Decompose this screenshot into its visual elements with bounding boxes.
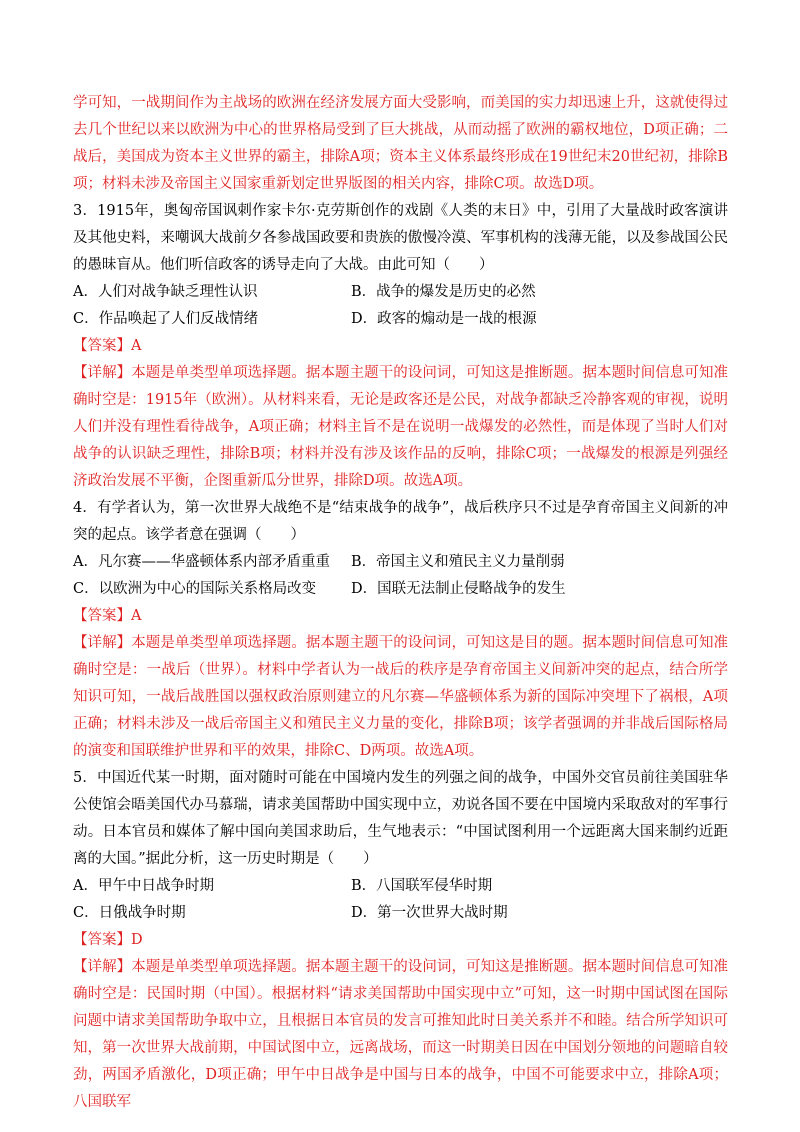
question-3-option-a: A．人们对战争缺乏理性认识 (73, 284, 258, 300)
question-3-stem: 3．1915年，奥匈帝国讽刺作家卡尔·克劳斯创作的戏剧《人类的末日》中，引用了大量战时政客演讲及其他史料，来嘲讽大战前夕各参战国政要和贵族的傲慢冷漠、军事机构的浅薄无能，以及参战国公民的愚昧盲从。他们听信政客的诱导走向了大战。由此可知（ ） (73, 203, 728, 273)
question-4-option-c: C．以欧洲为中心的国际关系格局改变 (73, 581, 317, 597)
page-content (73, 90, 728, 1116)
question-4-options-row-2 (73, 576, 728, 603)
question-4-option-a: A．凡尔赛——华盛顿体系内部矛盾重重 (73, 554, 330, 570)
question-4-explanation: 【详解】本题是单类型单项选择题。据本题主题干的设问词，可知这是目的题。据本题时间信息可知准确时空是：一战后（世界）。材料中学者认为一战后的秩序是孕育帝国主义间新冲突的起点，结合所学知识可知，一战后战胜国以强权政治原则建立的凡尔赛—华盛顿体系为新的国际冲突埋下了祸根，A项正确；材料未涉及一战后帝国主义和殖民主义力量的变化，排除B项；该学者强调的并非战后国际格局的演变和国联维护世界和平的效果，排除C、D两项。故选A项。 (73, 635, 728, 759)
question-5-options-row-1 (73, 873, 728, 900)
question-5-option-d: D．第一次世界大战时期 (351, 905, 508, 921)
question-3-options-row-2 (73, 306, 728, 333)
question-5 (73, 765, 728, 1116)
question-5-option-b: B．八国联军侵华时期 (351, 878, 493, 894)
question-4 (73, 495, 728, 765)
question-3-explanation: 【详解】本题是单类型单项选择题。据本题主题干的设问词，可知这是推断题。据本题时间信息可知准确时空是：1915年（欧洲）。从材料来看，无论是政客还是公民，对战争都缺乏冷静客观的审视，说明人们并没有理性看待战争，A项正确；材料主旨不是在说明一战爆发的必然性，而是体现了当时人们对战争的认识缺乏理性，排除B项；材料并没有涉及该作品的反响，排除C项；一战爆发的根源是列强经济政治发展不平衡，企图重新瓜分世界，排除D项。故选A项。 (73, 365, 728, 489)
question-3 (73, 198, 728, 495)
question-4-answer: 【答案】A (73, 608, 142, 624)
question-4-stem: 4．有学者认为，第一次世界大战绝不是“结束战争的战争”，战后秩序只不过是孕育帝国主义间新的冲突的起点。该学者意在强调（ ） (73, 500, 728, 543)
question-4-option-b: B．帝国主义和殖民主义力量削弱 (351, 554, 565, 570)
previous-answer-explanation: 学可知，一战期间作为主战场的欧洲在经济发展方面大受影响，而美国的实力却迅速上升，这就使得过去几个世纪以来以欧洲为中心的世界格局受到了巨大挑战，从而动摇了欧洲的霸权地位，D项正确；二战后，美国成为资本主义世界的霸主，排除A项；资本主义体系最终形成在19世纪末20世纪初，排除B项；材料未涉及帝国主义国家重新划定世界版图的相关内容，排除C项。故选D项。 (73, 95, 728, 192)
question-5-options-row-2 (73, 900, 728, 927)
question-3-option-d: D．政客的煽动是一战的根源 (351, 311, 537, 327)
question-4-options-row-1 (73, 549, 728, 576)
question-5-stem: 5．中国近代某一时期，面对随时可能在中国境内发生的列强之间的战争，中国外交官员前往美国驻华公使馆会晤美国代办马慕瑞，请求美国帮助中国实现中立，劝说各国不要在中国境内采取敌对的军事行动。日本官员和媒体了解中国向美国求助后，生气地表示：“中国试图利用一个远距离大国来制约近距离的大国。”据此分析，这一历史时期是（ ） (73, 770, 728, 867)
question-3-options-row-1 (73, 279, 728, 306)
question-5-option-c: C．日俄战争时期 (73, 905, 186, 921)
question-5-option-a: A．甲午中日战争时期 (73, 878, 214, 894)
question-3-answer: 【答案】A (73, 338, 142, 354)
question-3-option-b: B．战争的爆发是历史的必然 (351, 284, 536, 300)
question-5-answer: 【答案】D (73, 932, 143, 948)
question-3-option-c: C．作品唤起了人们反战情绪 (73, 311, 259, 327)
question-4-option-d: D．国联无法制止侵略战争的发生 (351, 581, 566, 597)
question-5-explanation: 【详解】本题是单类型单项选择题。据本题主题干的设问词，可知这是推断题。据本题时间信息可知准确时空是：民国时期（中国）。根据材料“请求美国帮助中国实现中立”可知，这一时期中国试图在国际问题中请求美国帮助争取中立，且根据日本官员的发言可推知此时日美关系并不和睦。结合所学知识可知，第一次世界大战前期，中国试图中立，远离战场，而这一时期美日因在中国划分领地的问题暗自较劲，两国矛盾激化，D项正确；甲午中日战争是中国与日本的战争，中国不可能要求中立，排除A项；八国联军 (73, 959, 728, 1110)
